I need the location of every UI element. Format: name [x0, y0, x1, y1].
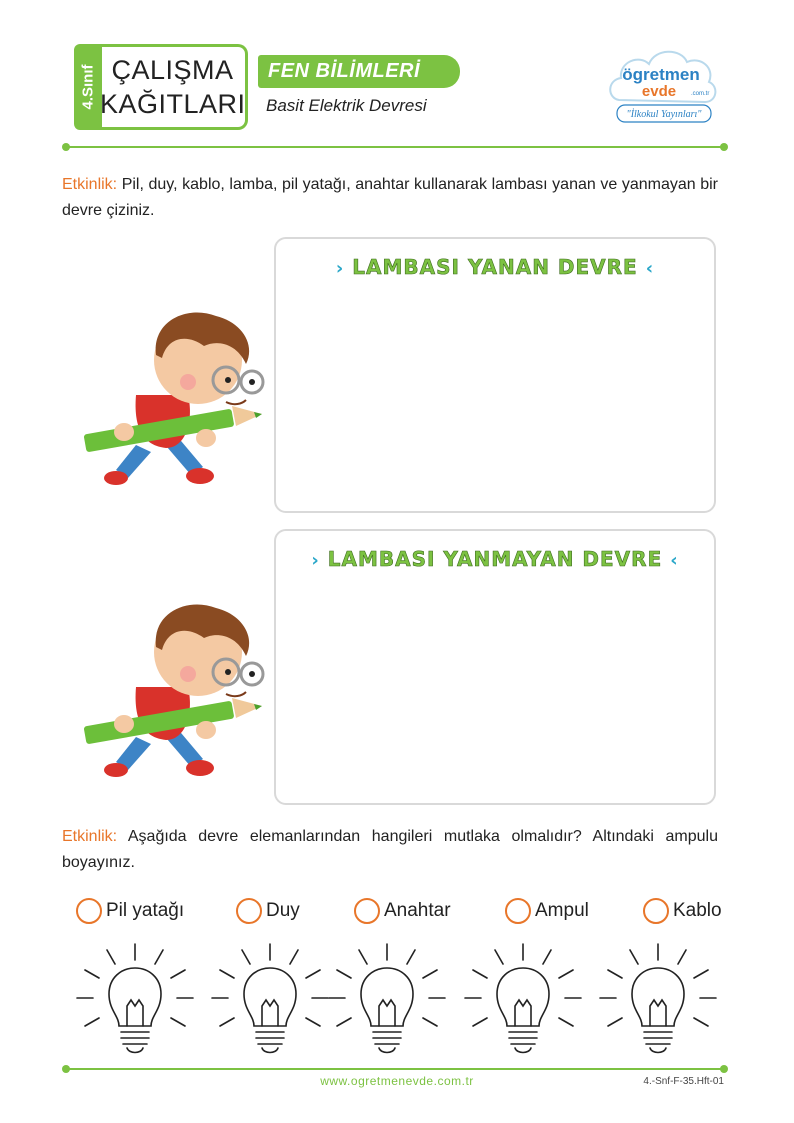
boy-with-pencil-icon: [76, 300, 276, 500]
option-label: Kablo: [673, 900, 722, 921]
unlit-circuit-drawing-area[interactable]: [274, 529, 716, 805]
logo-domain: .com.tr: [691, 91, 710, 97]
option-label: Duy: [266, 900, 300, 921]
light-bulb-icon[interactable]: [327, 940, 447, 1060]
ogretmenevde-logo: [605, 42, 720, 130]
logo-brand-line1: ögretmen: [622, 65, 700, 84]
option-pil-yatagi[interactable]: [76, 898, 184, 924]
option-label: Anahtar: [384, 900, 451, 921]
subtopic-label: Basit Elektrik Devresi: [266, 96, 427, 115]
header-divider: [66, 146, 724, 148]
lit-circuit-drawing-area[interactable]: [274, 237, 716, 513]
activity-1-text: Pil, duy, kablo, lamba, pil yatağı, anahtar kullanarak lambası yanan ve yanmayan bir devre çiziniz.: [62, 176, 718, 219]
option-label: Pil yatağı: [106, 900, 185, 921]
circle-checkbox-icon[interactable]: [643, 898, 669, 924]
footer-code: 4.-Snf-F-35.Hft-01: [643, 1076, 724, 1087]
circle-checkbox-icon[interactable]: [236, 898, 262, 924]
title-line-1: ÇALIŞMA: [111, 55, 234, 85]
option-ampul[interactable]: [505, 898, 589, 924]
footer-url[interactable]: www.ogretmenevde.com.tr: [320, 1074, 474, 1088]
circle-checkbox-icon[interactable]: [76, 898, 102, 924]
grade-tab: [74, 44, 102, 130]
grade-label: 4.Sınıf: [79, 64, 97, 110]
activity-2-label: Etkinlik:: [62, 828, 118, 845]
light-bulb-icon[interactable]: [598, 940, 718, 1060]
option-anahtar[interactable]: [354, 898, 451, 924]
circle-checkbox-icon[interactable]: [505, 898, 531, 924]
activity-1-label: Etkinlik:: [62, 176, 118, 193]
light-bulb-icon[interactable]: [210, 940, 330, 1060]
logo-tagline: "İlkokul Yayınları": [626, 109, 702, 120]
circle-checkbox-icon[interactable]: [354, 898, 380, 924]
subject-bar: [258, 55, 460, 88]
light-bulb-icon[interactable]: [75, 940, 195, 1060]
option-label: Ampul: [535, 900, 589, 921]
footer-divider: [66, 1068, 724, 1070]
unlit-circuit-title: › LAMBASI YANMAYAN DEVRE ‹: [311, 547, 679, 571]
activity-1-instructions: [62, 172, 718, 224]
option-kablo[interactable]: [643, 898, 722, 924]
activity-2-instructions: [62, 824, 718, 876]
activity-2-text: Aşağıda devre elemanlarından hangileri mutlaka olmalıdır? Altındaki ampulu boyayınız.: [62, 828, 718, 871]
worksheet-title: [100, 44, 248, 130]
logo-brand-line2: evde: [641, 83, 677, 100]
subject-label: FEN BİLİMLERİ: [268, 60, 421, 82]
light-bulb-icon[interactable]: [463, 940, 583, 1060]
lit-circuit-title: › LAMBASI YANAN DEVRE ‹: [335, 255, 655, 279]
boy-with-pencil-icon: [76, 592, 276, 792]
title-line-2: KAĞITLARI: [100, 89, 246, 119]
option-duy[interactable]: [236, 898, 300, 924]
